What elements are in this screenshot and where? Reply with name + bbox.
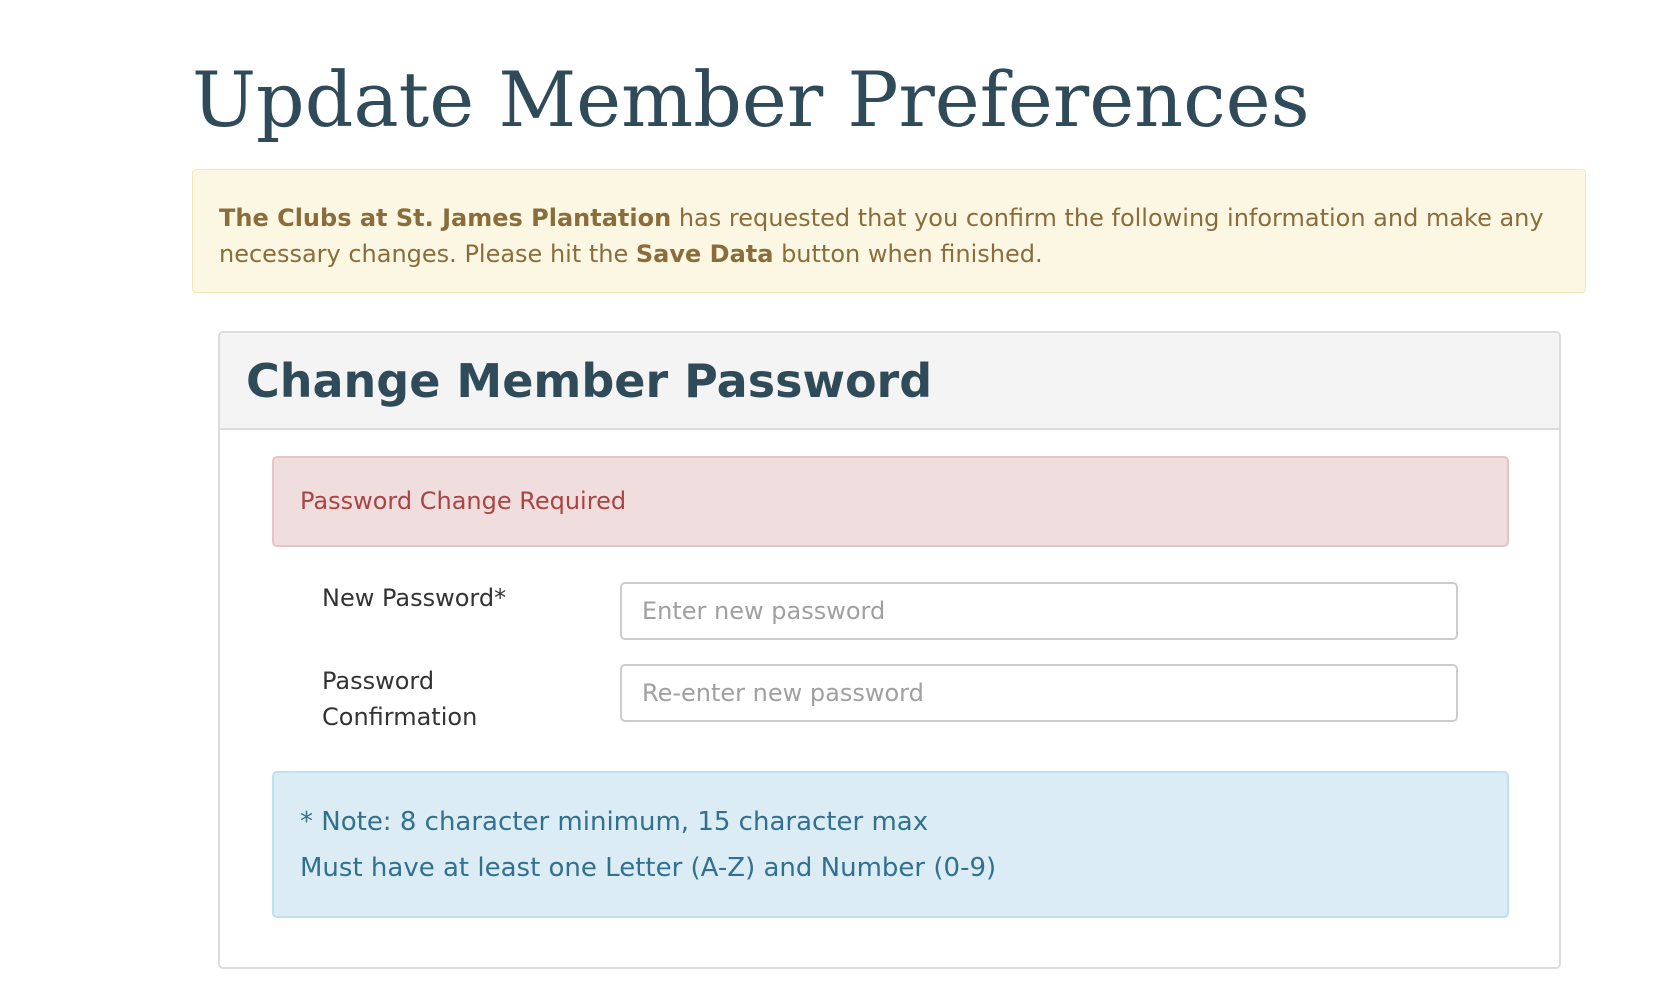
note-length-requirement: * Note: 8 character minimum, 15 character max <box>300 807 929 837</box>
panel-title: Change Member Password <box>246 354 933 408</box>
new-password-input[interactable] <box>620 582 1458 640</box>
change-password-panel <box>218 331 1561 969</box>
confirmation-notice <box>192 169 1586 293</box>
password-confirmation-input[interactable] <box>620 664 1458 722</box>
club-name: The Clubs at St. James Plantation <box>219 204 672 232</box>
page-title: Update Member Preferences <box>192 55 1310 144</box>
save-data-reference: Save Data <box>635 240 774 268</box>
panel-header <box>220 333 1559 430</box>
password-change-required-alert: Password Change Required <box>272 456 1509 547</box>
password-requirements-note <box>272 771 1509 918</box>
notice-text-part-2: button when finished. <box>773 240 1043 268</box>
notice-text-part-1: has requested that you confirm the following information and make any necessary changes. Please hit the <box>219 204 1544 268</box>
password-confirmation-label: Password Confirmation <box>322 667 478 731</box>
new-password-label: New Password* <box>322 584 507 612</box>
note-character-requirement: Must have at least one Letter (A-Z) and Number (0-9) <box>300 853 997 883</box>
